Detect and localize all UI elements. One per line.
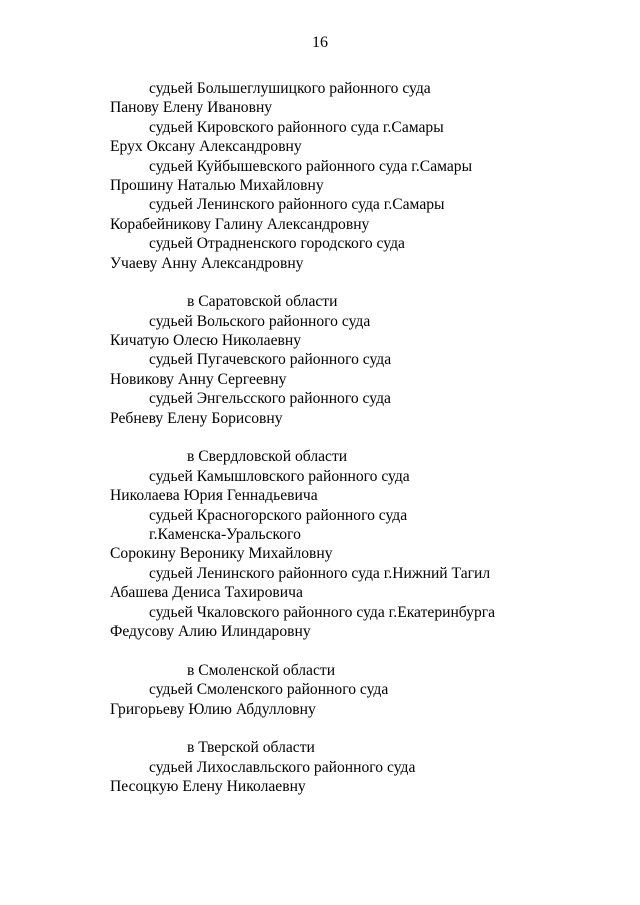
blank-line xyxy=(110,719,630,738)
judge-name-line: Сорокину Веронику Михайловну xyxy=(110,545,333,563)
court-assignment-line: судьей Большеглушицкого районного суда xyxy=(149,80,431,97)
court-assignment-line: судьей Чкаловского районного суда г.Екатеринбурга xyxy=(149,603,496,621)
region-heading: в Саратовской области xyxy=(187,293,338,311)
court-assignment-line: судьей Смоленского районного суда xyxy=(149,681,389,699)
judge-name-line: Панову Елену Ивановну xyxy=(110,99,273,117)
judge-name-line: Николаева Юрия Геннадьевича xyxy=(110,487,318,505)
blank-line xyxy=(110,273,630,292)
court-assignment-line: г.Каменска-Уральского xyxy=(149,525,301,543)
court-assignment-line: судьей Пугачевского районного суда xyxy=(149,351,392,369)
judge-name-line: Ерух Оксану Александровну xyxy=(110,138,302,156)
court-assignment-line: судьей Ленинского районного суда г.Самары xyxy=(149,196,445,214)
court-assignment-line: судьей Энгельсского районного суда xyxy=(149,390,391,408)
judge-name-line: Песоцкую Елену Николаевну xyxy=(110,778,306,796)
judge-name-line: Корабейникову Галину Александровну xyxy=(110,215,370,233)
court-assignment-line: судьей Ленинского районного суда г.Нижний Тагил xyxy=(149,564,491,582)
court-assignment-line: судьей Камышловского районного суда xyxy=(149,467,410,485)
court-assignment-line: судьей Кировского районного суда г.Самары xyxy=(149,118,444,136)
document-body xyxy=(110,79,630,796)
court-assignment-line: судьей Красногорского районного суда xyxy=(149,506,408,524)
judge-name-line: Федусову Алию Илиндаровну xyxy=(110,622,311,640)
blank-line xyxy=(110,641,630,660)
judge-name-line: Григорьеву Юлию Абдулловну xyxy=(110,700,316,718)
region-heading: в Тверской области xyxy=(187,739,315,757)
judge-name-line: Ребневу Елену Борисовну xyxy=(110,409,283,427)
blank-line xyxy=(110,428,630,447)
judge-name-line: Абашева Дениса Тахировича xyxy=(110,584,303,602)
court-assignment-line: судьей Вольского районного суда xyxy=(149,312,371,330)
judge-name-line: Прошину Наталью Михайловну xyxy=(110,176,324,194)
judge-name-line: Кичатую Олесю Николаевну xyxy=(110,332,301,350)
judge-name-line: Новикову Анну Сергеевну xyxy=(110,370,287,388)
judge-name-line: Учаеву Анну Александровну xyxy=(110,254,304,272)
region-heading: в Свердловской области xyxy=(187,448,348,466)
court-assignment-line: судьей Лихославльского районного суда xyxy=(149,758,416,776)
page-number: 16 xyxy=(312,34,328,51)
court-assignment-line: судьей Куйбышевского районного суда г.Самары xyxy=(149,157,473,175)
court-assignment-line: судьей Отрадненского городского суда xyxy=(149,235,405,253)
region-heading: в Смоленской области xyxy=(187,661,336,679)
